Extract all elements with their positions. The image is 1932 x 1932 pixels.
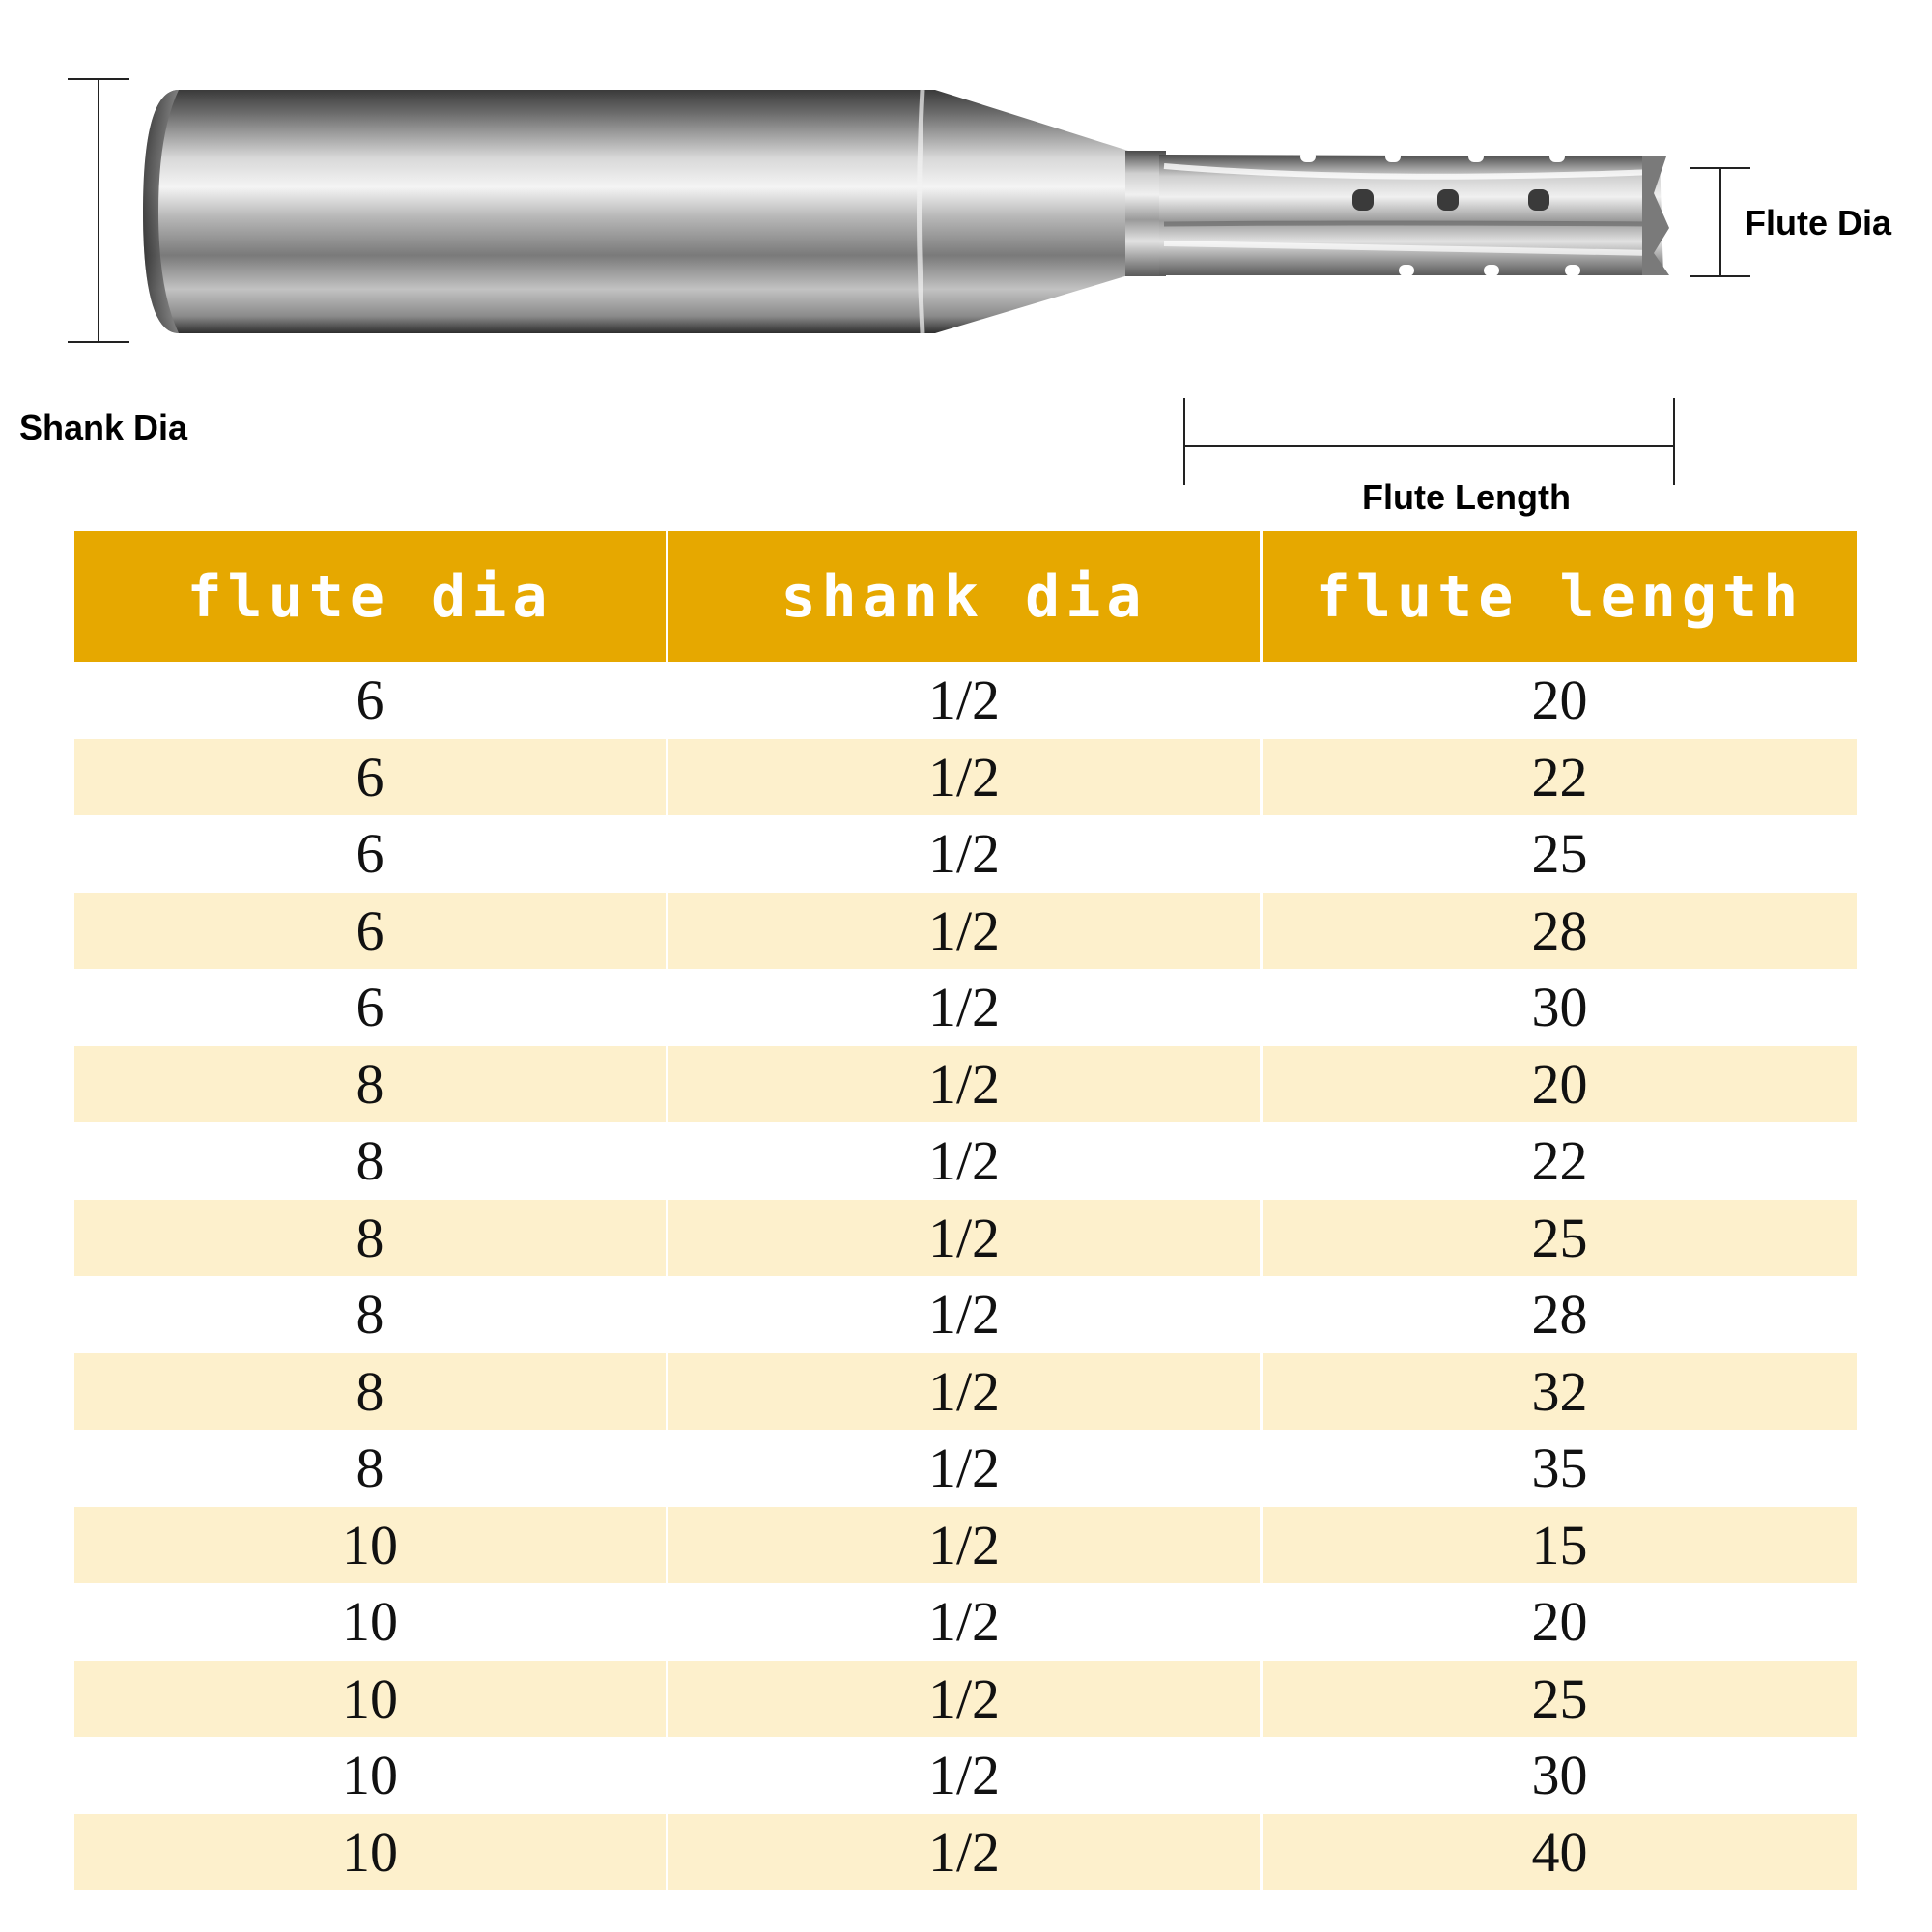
table-row (74, 1814, 1857, 1891)
cell-flute-length: 40 (1263, 1814, 1857, 1891)
cell-shank-dia: 1/2 (668, 1276, 1263, 1353)
cell-flute-length: 25 (1263, 1200, 1857, 1277)
cell-shank-dia: 1/2 (668, 1737, 1263, 1814)
shank (143, 90, 935, 333)
cell-flute-length: 30 (1263, 1737, 1857, 1814)
header-flute-length: flute length (1263, 531, 1857, 662)
cell-shank-dia: 1/2 (668, 815, 1263, 893)
cell-flute-dia: 8 (74, 1122, 668, 1200)
cell-flute-length: 20 (1263, 662, 1857, 739)
flute-length-label: Flute Length (1362, 477, 1571, 517)
flute-length-dimension (1184, 398, 1674, 485)
header-shank-dia: shank dia (668, 531, 1263, 662)
table-row (74, 893, 1857, 970)
router-bit-diagram (0, 0, 1932, 541)
cell-flute-length: 25 (1263, 1661, 1857, 1738)
cell-flute-length: 20 (1263, 1046, 1857, 1123)
shank-dia-dimension (68, 79, 129, 342)
cell-flute-length: 32 (1263, 1353, 1857, 1431)
table-row (74, 969, 1857, 1046)
cell-shank-dia: 1/2 (668, 1814, 1263, 1891)
table-row (74, 662, 1857, 739)
cell-shank-dia: 1/2 (668, 1430, 1263, 1507)
table-row (74, 1122, 1857, 1200)
cell-shank-dia: 1/2 (668, 1583, 1263, 1661)
cell-flute-length: 30 (1263, 969, 1857, 1046)
table-row (74, 1583, 1857, 1661)
table-row (74, 1046, 1857, 1123)
cell-flute-dia: 6 (74, 969, 668, 1046)
cell-flute-dia: 10 (74, 1661, 668, 1738)
cell-flute-dia: 8 (74, 1276, 668, 1353)
cell-flute-length: 28 (1263, 1276, 1857, 1353)
cell-flute-dia: 6 (74, 739, 668, 816)
cell-shank-dia: 1/2 (668, 1200, 1263, 1277)
cell-shank-dia: 1/2 (668, 1122, 1263, 1200)
flute-dia-dimension (1690, 168, 1750, 276)
cell-flute-dia: 8 (74, 1353, 668, 1431)
cell-flute-dia: 10 (74, 1737, 668, 1814)
table-header-row (74, 531, 1857, 662)
router-bit-illustration (0, 0, 1932, 541)
cell-flute-dia: 6 (74, 662, 668, 739)
cell-shank-dia: 1/2 (668, 893, 1263, 970)
table-row (74, 1200, 1857, 1277)
table-row (74, 1507, 1857, 1584)
table-row (74, 739, 1857, 816)
cell-flute-length: 25 (1263, 815, 1857, 893)
cell-flute-dia: 6 (74, 815, 668, 893)
table-row (74, 1353, 1857, 1431)
cell-flute-dia: 10 (74, 1814, 668, 1891)
cell-flute-length: 28 (1263, 893, 1857, 970)
taper (920, 90, 1129, 333)
table-row (74, 815, 1857, 893)
cell-flute-length: 22 (1263, 1122, 1857, 1200)
cell-flute-length: 15 (1263, 1507, 1857, 1584)
spec-table (74, 531, 1857, 1890)
cell-shank-dia: 1/2 (668, 1046, 1263, 1123)
cell-flute-dia: 10 (74, 1507, 668, 1584)
cell-shank-dia: 1/2 (668, 1507, 1263, 1584)
cell-flute-length: 22 (1263, 739, 1857, 816)
table-row (74, 1737, 1857, 1814)
cell-shank-dia: 1/2 (668, 662, 1263, 739)
table-row (74, 1276, 1857, 1353)
cell-flute-dia: 10 (74, 1583, 668, 1661)
cell-shank-dia: 1/2 (668, 739, 1263, 816)
cell-flute-length: 20 (1263, 1583, 1857, 1661)
cell-flute-dia: 6 (74, 893, 668, 970)
table-row (74, 1430, 1857, 1507)
cell-shank-dia: 1/2 (668, 1661, 1263, 1738)
table-row (74, 1661, 1857, 1738)
flute-section (1159, 151, 1669, 276)
cell-flute-length: 35 (1263, 1430, 1857, 1507)
shank-dia-label: Shank Dia (19, 408, 188, 447)
cell-flute-dia: 8 (74, 1200, 668, 1277)
flute-dia-label: Flute Dia (1745, 203, 1892, 242)
cell-flute-dia: 8 (74, 1430, 668, 1507)
cell-flute-dia: 8 (74, 1046, 668, 1123)
cell-shank-dia: 1/2 (668, 969, 1263, 1046)
header-flute-dia: flute dia (74, 531, 668, 662)
cell-shank-dia: 1/2 (668, 1353, 1263, 1431)
